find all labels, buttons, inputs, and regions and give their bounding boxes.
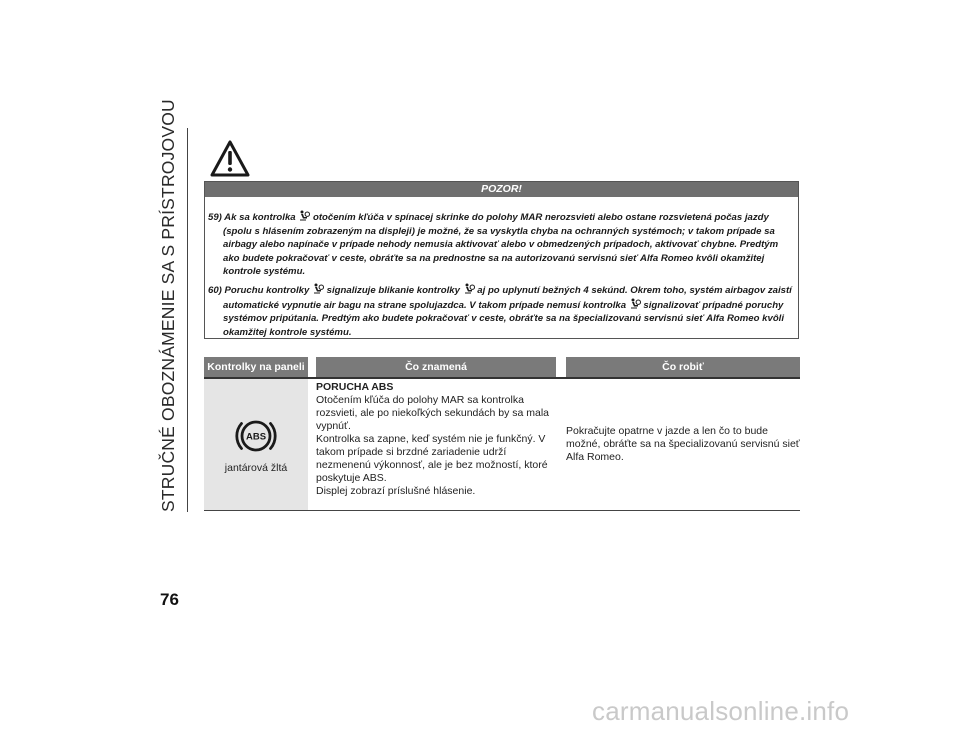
warning-text: 59) Ak sa kontrolka	[208, 212, 296, 223]
meaning-paragraph: Otočením kľúča do polohy MAR sa kontrolka rozsvieti, ale po niekoľkých sekundách by sa mala vypnúť.	[316, 394, 550, 432]
table-header-action: Čo robiť	[566, 357, 800, 377]
table-header-lamps: Kontrolky na paneli	[204, 357, 308, 377]
page-number: 76	[160, 590, 179, 609]
warning-item-59	[208, 210, 795, 279]
warning-triangle-icon	[210, 140, 250, 178]
table-cell-icon	[204, 379, 308, 510]
meaning-paragraph: Displej zobrazí príslušné hlásenie.	[316, 485, 476, 497]
abs-warning-icon	[235, 415, 277, 457]
meaning-title: PORUCHA ABS	[316, 381, 394, 393]
warning-item-60	[208, 283, 795, 339]
table-cell-meaning	[316, 381, 562, 498]
airbag-warning-icon	[312, 283, 324, 295]
warning-box	[204, 181, 799, 339]
watermark: carmanualsonline.info	[592, 696, 850, 726]
airbag-warning-icon	[298, 210, 310, 222]
warning-text: aj po uplynutí bežných 4 sekúnd. Okrem toho, systém airbagov zaistí automatické vypnutie air bagu na strane spolujazdca. V takom prípade nemusí kontrolka	[223, 284, 792, 311]
table-cell-action: Pokračujte opatrne v jazde a len čo to bude možné, obráťte sa na špecializovanú servisnú sieť Alfa Romeo.	[566, 425, 800, 463]
lamp-color-label: jantárová žltá	[224, 462, 288, 474]
table-header-meaning: Čo znamená	[316, 357, 556, 377]
warning-title: POZOR!	[205, 182, 798, 197]
warning-text: signalizuje blikanie kontrolky	[326, 284, 460, 296]
abs-icon-text: ABS	[245, 431, 267, 443]
warning-text: 60) Poruchu kontrolky	[208, 284, 310, 296]
airbag-warning-icon	[629, 298, 641, 310]
side-divider	[187, 128, 188, 512]
airbag-warning-icon	[463, 283, 475, 295]
warning-text: signalizovať prípadné poruchy systémov pripútania. Predtým ako budete pokračovať v ceste, obráťte sa na špecializovanú servisnú sieť Alfa Romeo kvôli okamžitej kontrole systému.	[223, 299, 785, 338]
warning-body	[205, 197, 798, 339]
meaning-paragraph: Kontrolka sa zapne, keď systém nie je funkčný. V takom prípade si brzdné zariadenie udrží nezmenenú výkonnosť, ale je bez možností, ktoré poskytuje ABS.	[316, 433, 548, 484]
table-bottom-rule	[204, 510, 800, 511]
chapter-side-title: STRUČNÉ OBOZNÁMENIE SA S PRÍSTROJOVOU	[158, 99, 178, 512]
warning-text: otočením kľúča v spínacej skrinke do polohy MAR nerozsvieti alebo ostane rozsvietená počas jazdy (spolu s hlásením zobrazeným na displeji) je možné, že sa vyskytla chyba na ochranných systémoch; v takom prípade sa airbagy alebo napínače v prípade nehody nemusia aktivovať alebo v obmedzených prípadoch, aktivovať chybne. Predtým ako budete pokračovať v ceste, obráťte sa na prednostne sa na autorizovanú servisnú sieť Alfa Romeo kvôli okamžitej kontrole systému.	[223, 212, 779, 278]
